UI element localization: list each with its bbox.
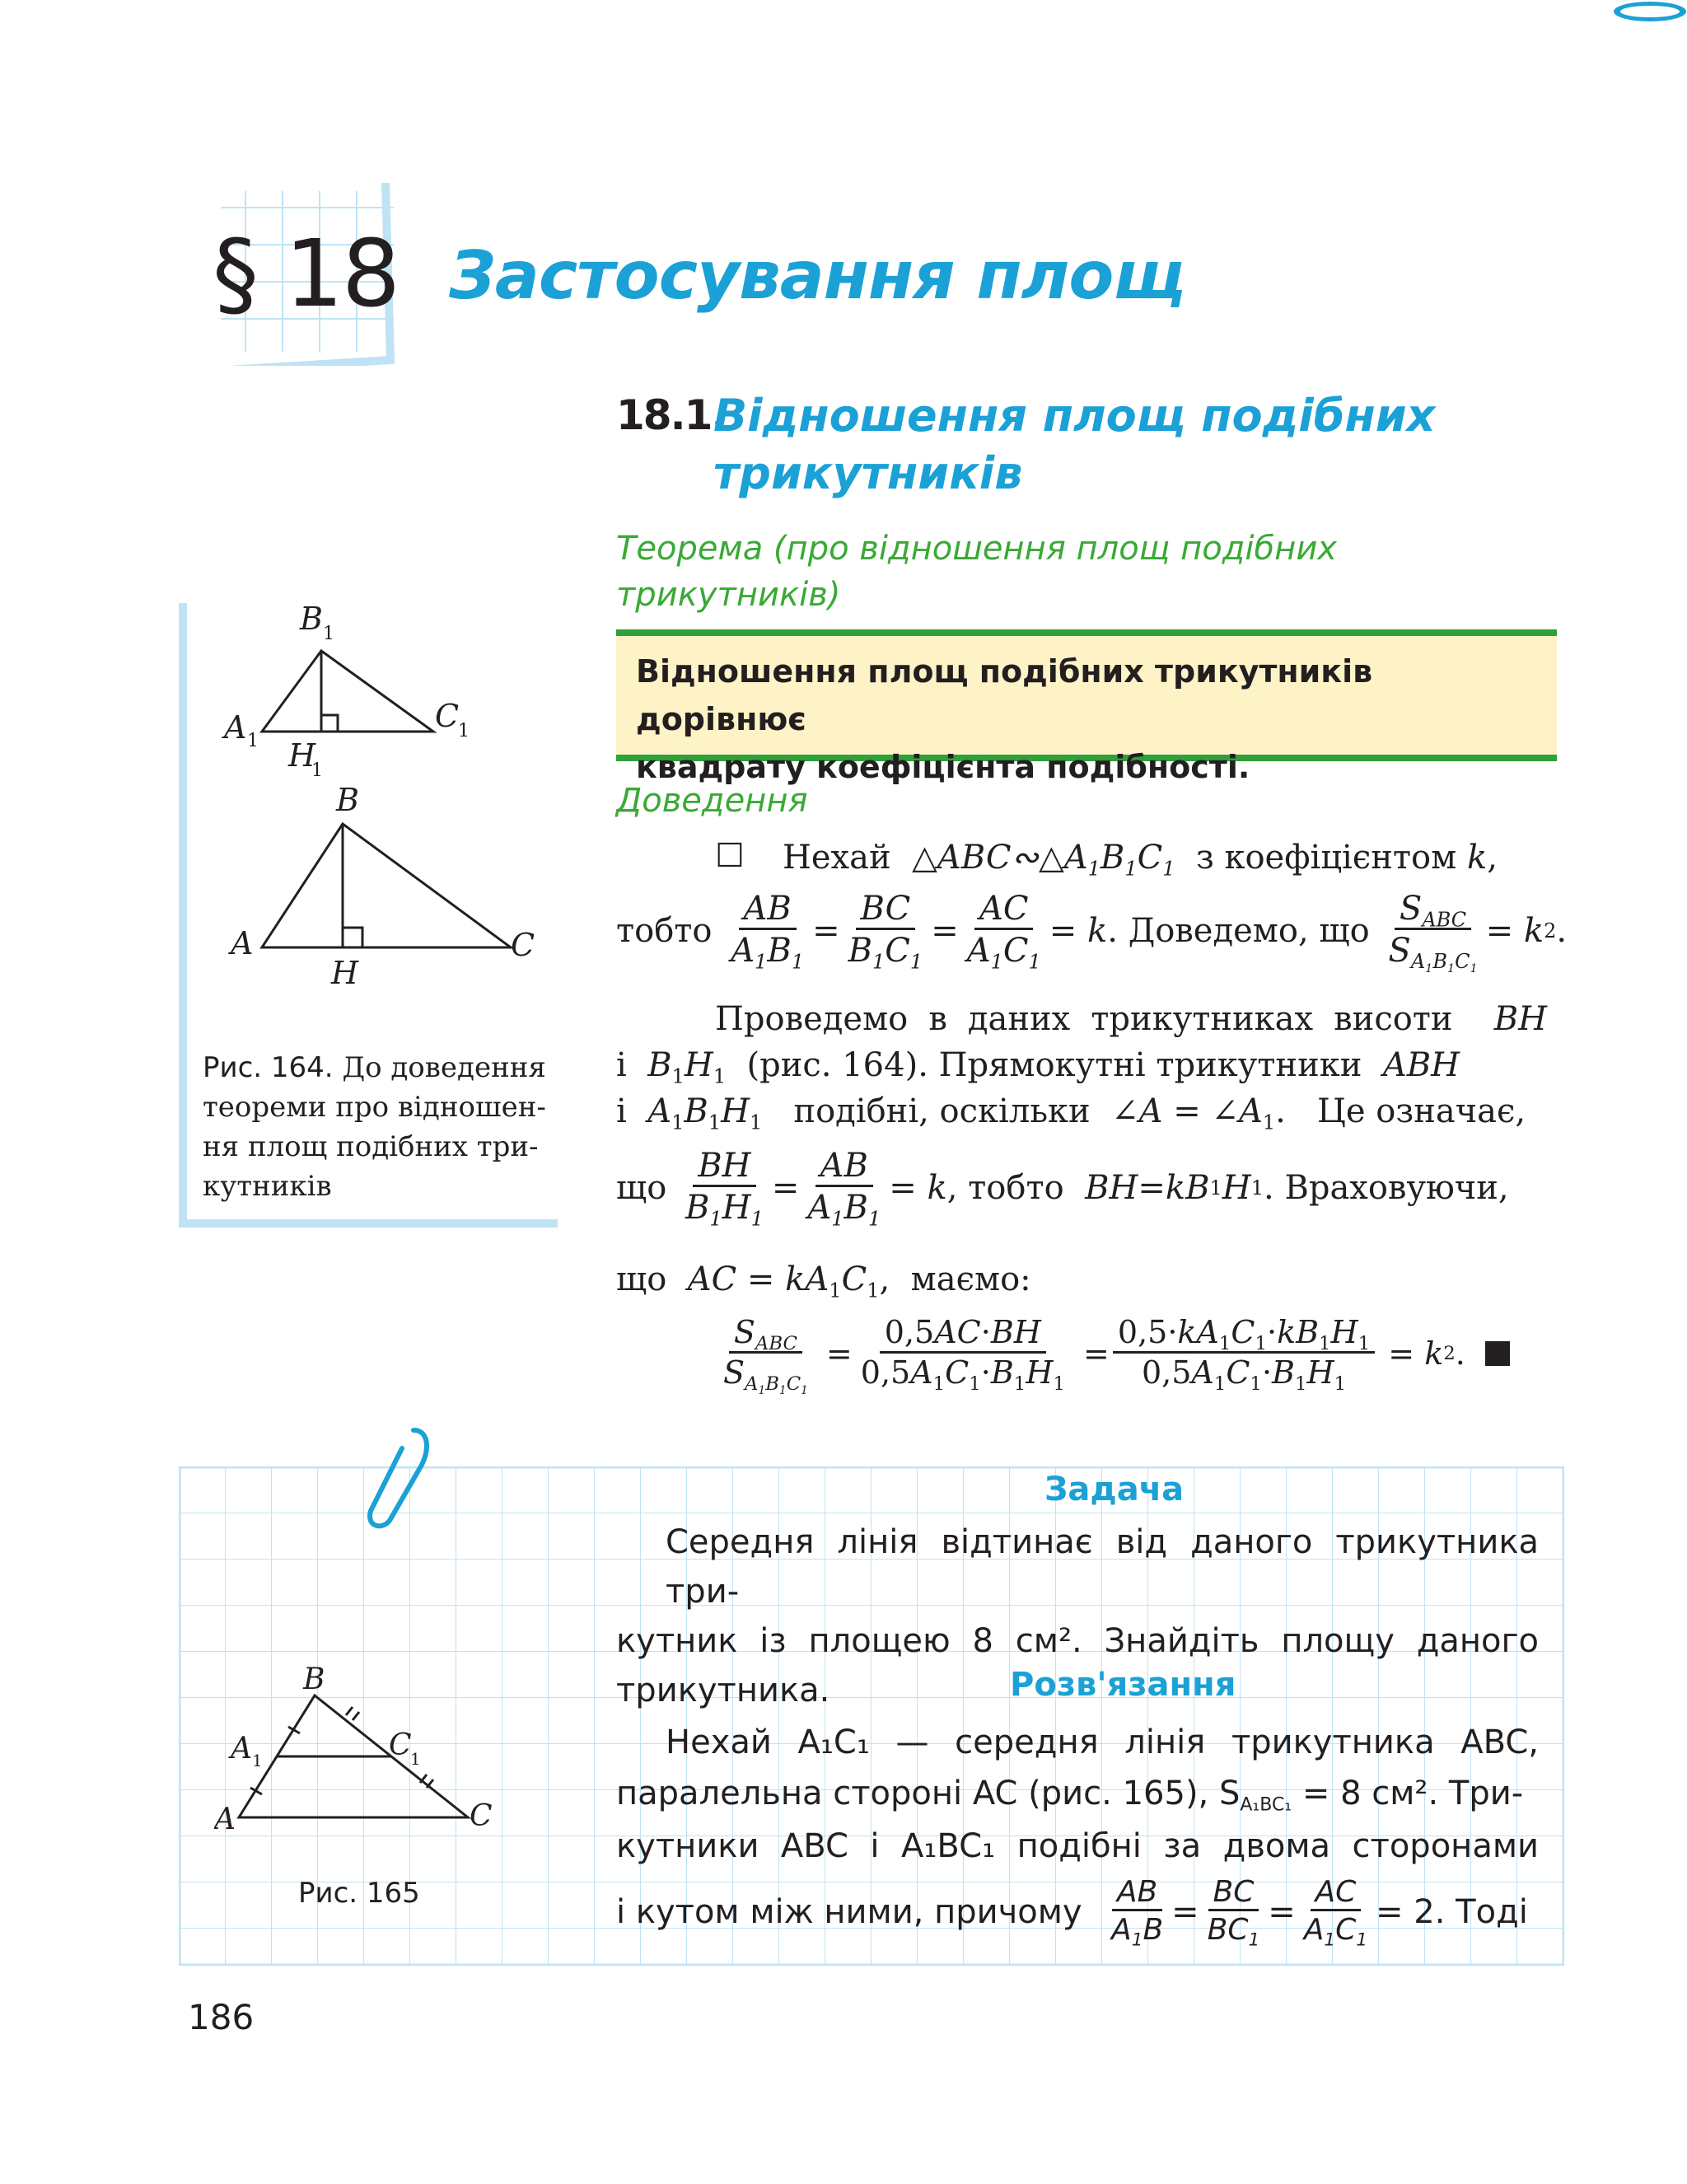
ratio-ab-2: $\frac{AB}{A_1B_1}$: [807, 1147, 881, 1231]
task-line1: Середня лінія відтинає від даного трикутника три-: [666, 1523, 1539, 1611]
proof-l1-formula: $\triangle ABC∾\triangle A_1B_1C_1$: [912, 839, 1175, 881]
proof-line-1: Нехай $\triangle ABC∾\triangle A_1B_1C_1$ з коефіцієнтом k,: [783, 839, 1498, 881]
proof-p2-l4-a: що: [616, 1168, 667, 1207]
figure-165-triangle: [214, 1664, 511, 1845]
proof-p2-line4: що $\frac{BH}{B_1H_1}$ = $\frac{AB}{A_1B_1}$ = k , тобто BH = kB 1 H 1 . Враховуючи,: [616, 1147, 1509, 1231]
label-h1: H: [288, 737, 316, 774]
proof-l2-text-a: тобто: [616, 911, 713, 950]
figure-164-triangles: [214, 601, 560, 989]
svg-text:1: 1: [247, 731, 259, 751]
svg-text:1: 1: [311, 760, 323, 781]
subsection-number: 18.1.: [616, 391, 726, 439]
proof-l2-text-b: Доведемо, що: [1128, 911, 1370, 950]
label-b1: B: [300, 601, 323, 637]
proof-p2-l5-b: маємо:: [910, 1260, 1031, 1298]
eq-frac-1: $\frac{S_{ABC}}{S_{A_1B_1C_1}}$: [723, 1314, 808, 1397]
fig165-label-c1: C: [389, 1728, 412, 1762]
paperclip-icon: [354, 1424, 437, 1531]
proof-p2-line2: і $B_1H_1$ (рис. 164). Прямокутні трикутники ABH: [616, 1046, 1460, 1088]
ratio-ac: $\frac{AC}{A_1C_1}$: [966, 890, 1041, 974]
proof-title: Доведення: [616, 782, 808, 820]
proof-start-square: ☐: [715, 837, 745, 875]
task-line3: трикутника.: [616, 1672, 830, 1709]
figure-165-caption: Рис. 165: [298, 1877, 420, 1910]
caption-164-l3: ня площ подібних три-: [203, 1130, 539, 1163]
theorem-statement-line2: квадрату коефіцієнта подібності.: [636, 749, 1250, 785]
fig165-label-a: A: [214, 1803, 236, 1836]
theorem-title-line1: Теорема (про відношення площ подібних: [616, 530, 1337, 568]
proof-p2-l4-b: тобто: [968, 1168, 1064, 1207]
subsection-title-line2: трикутників: [713, 447, 1023, 499]
solution-l4-a: і кутом між ними, причому: [616, 1892, 1082, 1931]
proof-p2-l5-a: що: [616, 1260, 667, 1298]
label-c1: C: [435, 698, 460, 734]
solution-line1: Нехай A₁C₁ — середня лінія трикутника ABC,: [666, 1723, 1539, 1761]
caption-164-line1: [203, 1048, 549, 1087]
solution-line2: [616, 1775, 1539, 1816]
fig165-label-c: C: [470, 1799, 493, 1833]
caption-164-prefix: Рис. 164.: [203, 1051, 334, 1084]
proof-line-2: тобто $\frac{AB}{A_1B_1}$ = $\frac{BC}{B_1C_1}$ = $\frac{AC}{A_1C_1}$ = k . Доведемо, що $\frac{S_{ABC}}{S_{A_1B_1C_1}}$ = k 2 .: [616, 890, 1568, 976]
solution-l4-b: = 2. Тоді: [1376, 1892, 1528, 1931]
chapter-title: Застосування площ: [449, 237, 1185, 314]
theorem-title: [616, 526, 1399, 618]
sol-ratio-ab: $\frac{AB}{A_1B}$: [1111, 1875, 1164, 1951]
caption-164-l1: До доведення: [342, 1051, 546, 1084]
proof-l1-text-a: Нехай: [783, 839, 891, 877]
page-number: 186: [188, 1997, 255, 2037]
eq-frac-3: $\frac{0,5\cdot kA_1C_1\cdot kB_1H_1}{0,5A_1C_1\cdot B_1H_1}$: [1113, 1315, 1375, 1392]
figure-164-caption: [203, 1048, 549, 1206]
task-line2: кутник із площею 8 см². Знайдіть площу даного: [616, 1622, 1539, 1660]
label-c: C: [511, 927, 535, 963]
proof-p2-l3-c: Це означає,: [1317, 1092, 1526, 1130]
proof-p2-line5: що AC = $kA_1C_1$, маємо:: [616, 1260, 1031, 1302]
solution-l2-end: = 8 см². Три-: [1292, 1775, 1524, 1812]
label-b: B: [336, 782, 359, 818]
svg-text:1: 1: [323, 624, 334, 644]
proof-p2-l2-b: (рис. 164). Прямокутні трикутники: [746, 1046, 1362, 1084]
caption-164-l4: кутників: [203, 1170, 332, 1203]
proof-p2-l2-a: і: [616, 1046, 627, 1084]
solution-title: Розв'язання: [1010, 1666, 1236, 1704]
theorem-statement: [636, 648, 1542, 791]
solution-line3: кутники ABC і A₁BC₁ подібні за двома сторонами: [616, 1827, 1539, 1865]
sol-ratio-bc: $\frac{BC}{BC_1}$: [1207, 1875, 1260, 1951]
proof-p2-l3-b: подібні, оскільки: [793, 1092, 1091, 1130]
ratio-bc: $\frac{BC}{B_1C_1}$: [848, 890, 923, 974]
eq-frac-2: $\frac{0,5AC\cdot BH}{0,5A_1C_1\cdot B_1H_1}$: [860, 1314, 1065, 1395]
sidebar-rule-vertical: [179, 603, 187, 1226]
proof-p2-line1: Проведемо в даних трикутниках висоти BH: [715, 1000, 1548, 1038]
ratio-ab: $\frac{AB}{A_1B_1}$: [731, 890, 805, 974]
proof-p2-l3-a: і: [616, 1092, 627, 1130]
fig165-label-b: B: [303, 1664, 325, 1696]
final-equation: $\frac{S_{ABC}}{S_{A_1B_1C_1}}$ = $\frac{0,5AC\cdot BH}{0,5A_1C_1\cdot B_1H_1}$ = $\frac{0,5\cdot kA_1C_1\cdot kB_1H_1}{0,5A_1C_1\cdot B_1H_1}$ = k 2 .: [715, 1315, 1510, 1392]
publisher-logo: [1613, 0, 1687, 23]
proof-p2-l1-text: Проведемо в даних трикутниках висоти: [715, 1000, 1453, 1038]
sidebar-rule-horizontal: [179, 1219, 558, 1228]
svg-text:1: 1: [458, 721, 470, 741]
subsection-title: [713, 387, 1455, 503]
solution-l2-a: паралельна стороні AC (рис. 165), S: [616, 1775, 1241, 1812]
proof-p2-l4-c: Враховуючи,: [1284, 1168, 1509, 1207]
proof-l1-text-b: з коефіцієнтом: [1195, 839, 1457, 877]
subsection-title-line1: Відношення площ подібних: [713, 390, 1436, 442]
fig165-label-a1: A: [231, 1732, 252, 1765]
ratio-heights: $\frac{BH}{B_1H_1}$: [685, 1147, 764, 1231]
caption-164-l2: теореми про відношен-: [203, 1091, 546, 1124]
sol-ratio-ac: $\frac{AC}{A_1C_1}$: [1303, 1875, 1368, 1951]
theorem-title-line2: трикутників): [616, 576, 841, 614]
proof-p2-line3: і $A_1B_1H_1$ подібні, оскільки ∠A = $\angle A_1$. Це означає,: [616, 1092, 1526, 1134]
svg-text:1: 1: [252, 1751, 263, 1770]
label-a1: A: [224, 709, 247, 746]
svg-text:1: 1: [410, 1749, 421, 1769]
solution-line4: і кутом між ними, причому $\frac{AB}{A_1B}$ = $\frac{BC}{BC_1}$ = $\frac{AC}{A_1C_1}$ = 2. Тоді: [616, 1875, 1528, 1951]
section-number: § 18: [213, 221, 400, 328]
task-title: Задача: [1044, 1471, 1185, 1508]
label-a: A: [231, 925, 254, 961]
proof-end-square: [1485, 1341, 1510, 1366]
label-h: H: [331, 955, 359, 989]
solution-l2-sub: A₁BC₁: [1240, 1794, 1292, 1816]
ratio-areas: $\frac{S_{ABC}}{S_{A_1B_1C_1}}$: [1388, 890, 1478, 976]
theorem-statement-line1: Відношення площ подібних трикутників дорівнює: [636, 653, 1373, 737]
